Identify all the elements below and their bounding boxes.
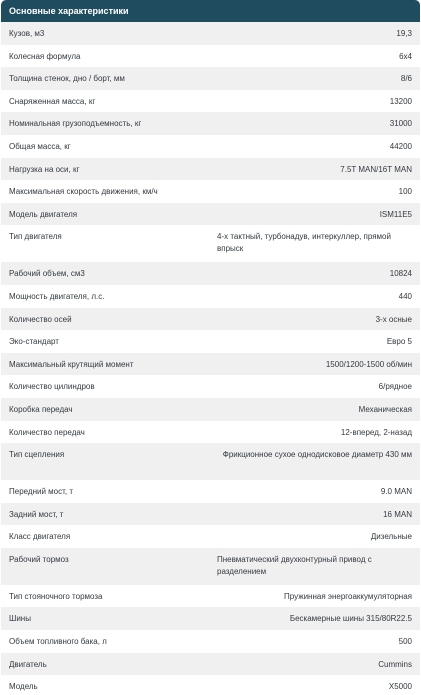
spec-value: 16 MAN	[383, 509, 412, 519]
spec-row	[1, 135, 420, 158]
spec-label: Модель	[9, 682, 38, 692]
spec-label: Коробка передач	[9, 404, 73, 414]
specifications-header	[1, 0, 420, 22]
spec-row	[1, 90, 420, 113]
spec-row	[1, 22, 420, 45]
spec-value: 1500/1200-1500 об/мин	[325, 359, 412, 369]
specifications-title: Основные характеристики	[9, 6, 129, 16]
spec-label: Задний мост, т	[9, 509, 64, 519]
spec-value: 13200	[389, 96, 412, 106]
spec-label: Количество цилиндров	[9, 382, 95, 392]
spec-value: 9.0 MAN	[380, 487, 412, 497]
spec-label: Кузов, м3	[9, 29, 45, 38]
spec-row	[1, 548, 420, 585]
spec-value: 19,3	[396, 29, 412, 38]
spec-value: Фрикционное сухое однодисковое диаметр 430 мм	[222, 450, 412, 460]
spec-value: Пружинная энергоаккумуляторная	[284, 591, 412, 601]
spec-label: Толщина стенок, дно / борт, мм	[9, 74, 125, 84]
spec-label: Номинальная грузоподъемность, кг	[9, 119, 142, 129]
spec-row	[1, 285, 420, 308]
spec-row	[1, 112, 420, 135]
spec-label: Максимальная скорость движения, км/ч	[9, 187, 158, 197]
spec-row	[1, 262, 420, 285]
spec-row	[1, 607, 420, 630]
spec-value: 500	[398, 637, 412, 647]
spec-value: 6/рядное	[378, 382, 412, 392]
spec-value: Пневматический двухконтурный привод с разделением	[217, 554, 372, 576]
spec-label: Шины	[9, 614, 31, 624]
spec-row	[1, 375, 420, 398]
spec-row	[1, 67, 420, 90]
spec-row	[1, 203, 420, 226]
spec-value: X5000	[388, 682, 412, 692]
spec-label: Рабочий объем, см3	[9, 269, 85, 279]
spec-label: Количество осей	[9, 314, 72, 324]
spec-row	[1, 525, 420, 548]
spec-row	[1, 630, 420, 653]
spec-row	[1, 585, 420, 608]
spec-label: Общая масса, кг	[9, 141, 71, 151]
spec-value: Механическая	[358, 404, 412, 414]
spec-value: 6x4	[399, 51, 412, 61]
spec-value: 7.5T MAN/16T MAN	[340, 164, 412, 174]
spec-value: 4-х тактный, турбонадув, интеркуллер, прямой впрыск	[217, 232, 391, 254]
spec-label: Тип стояночного тормоза	[9, 591, 103, 601]
spec-label: Эко-стандарт	[9, 337, 59, 347]
spec-value: 44200	[389, 141, 412, 151]
spec-label: Тип сцепления	[9, 450, 65, 460]
spec-value: 8/6	[400, 74, 412, 84]
spec-row	[1, 480, 420, 503]
spec-row	[1, 653, 420, 676]
spec-row	[1, 421, 420, 444]
spec-label: Двигатель	[9, 659, 47, 669]
spec-value: Бескамерные шины 315/80R22.5	[289, 614, 412, 624]
spec-value: 12-вперед, 2-назад	[340, 427, 412, 437]
spec-label: Передний мост, т	[9, 487, 74, 497]
spec-row	[1, 225, 420, 262]
spec-row	[1, 308, 420, 331]
spec-row	[1, 180, 420, 203]
spec-value: 31000	[389, 119, 412, 129]
spec-label: Класс двигателя	[9, 532, 71, 542]
spec-row	[1, 330, 420, 353]
spec-row	[1, 398, 420, 421]
spec-value: Евро 5	[386, 337, 412, 347]
spec-row	[1, 45, 420, 68]
spec-label: Максимальный крутящий момент	[9, 359, 134, 369]
spec-row	[1, 503, 420, 526]
specifications-card	[1, 0, 420, 695]
spec-value: Дизельные	[370, 532, 412, 542]
spec-row	[1, 353, 420, 376]
spec-row	[1, 675, 420, 695]
spec-label: Снаряженная масса, кг	[9, 96, 96, 106]
spec-row	[1, 158, 420, 181]
spec-label: Рабочий тормоз	[9, 554, 69, 564]
spec-label: Модель двигателя	[9, 209, 78, 219]
spec-row	[1, 443, 420, 480]
spec-value: ISM11E5	[379, 209, 412, 219]
spec-value: 100	[398, 187, 412, 197]
spec-value: Cummins	[378, 659, 412, 669]
spec-value: 3-х осные	[375, 314, 412, 324]
spec-label: Объем топливного бака, л	[9, 637, 107, 647]
spec-label: Тип двигателя	[9, 232, 62, 242]
spec-value: 10824	[389, 269, 412, 279]
spec-label: Нагрузка на оси, кг	[9, 164, 80, 174]
spec-label: Мощность двигателя, л.с.	[9, 291, 105, 301]
spec-label: Колесная формула	[9, 51, 81, 61]
specifications-table	[1, 22, 420, 695]
spec-value: 440	[398, 291, 412, 301]
spec-label: Количество передач	[9, 427, 85, 437]
